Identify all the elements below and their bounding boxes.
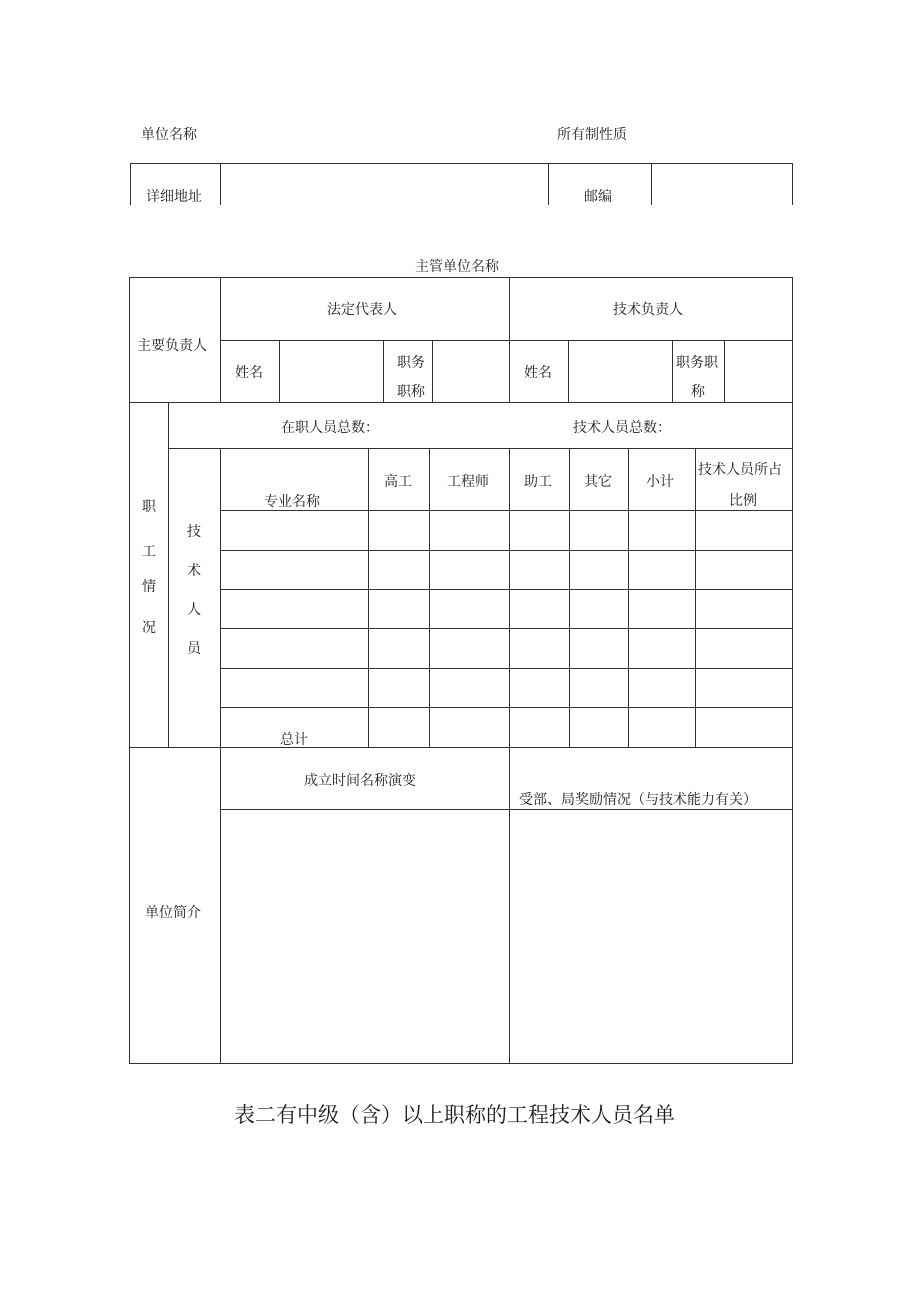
tech-char: 技	[187, 524, 201, 540]
tech-char: 术	[187, 563, 201, 579]
address-input[interactable]	[222, 166, 544, 202]
col-senior: 高工	[384, 474, 412, 490]
awards-label: 受部、局奖励情况（与技术能力有关）	[519, 792, 757, 808]
tech-lead-header: 技术负责人	[613, 302, 683, 318]
col-specialty: 专业名称	[264, 494, 320, 510]
address-label: 详细地址	[146, 189, 202, 205]
col-assistant: 助工	[524, 474, 552, 490]
col-engineer: 工程师	[447, 474, 489, 490]
leaders-section-label: 主要负责人	[137, 338, 207, 354]
tech-lead-title-label-b: 称	[691, 384, 705, 400]
col-subtotal: 小计	[646, 474, 674, 490]
legal-rep-name-input[interactable]	[281, 342, 381, 401]
footer-title: 表二有中级（含）以上职称的工程技术人员名单	[234, 1103, 675, 1127]
employees-total-label: 在职人员总数：	[281, 420, 379, 436]
tech-char: 员	[187, 641, 201, 657]
legal-rep-name-label: 姓名	[235, 365, 263, 381]
tech-total-label: 技术人员总数：	[573, 420, 671, 436]
postcode-input[interactable]	[653, 166, 789, 202]
awards-textarea[interactable]	[511, 811, 790, 1061]
supervisor-label: 主管单位名称	[415, 259, 499, 275]
history-textarea[interactable]	[222, 811, 507, 1061]
ownership-label: 所有制性质	[557, 127, 627, 143]
staff-char: 况	[142, 620, 156, 636]
postcode-label: 邮编	[584, 189, 612, 205]
history-label: 成立时间名称演变	[304, 773, 416, 789]
tech-lead-name-label: 姓名	[524, 365, 552, 381]
intro-section-label: 单位简介	[145, 905, 201, 921]
staff-char: 工	[142, 544, 156, 560]
col-other: 其它	[584, 474, 612, 490]
legal-rep-title-input[interactable]	[434, 342, 507, 401]
total-label: 总计	[280, 732, 308, 748]
unit-name-label: 单位名称	[141, 127, 197, 143]
legal-rep-title-label-b: 职称	[397, 384, 425, 400]
tech-lead-title-label-a: 职务职	[676, 355, 718, 371]
col-ratio-b: 比例	[729, 493, 757, 509]
legal-rep-header: 法定代表人	[327, 302, 397, 318]
col-ratio-a: 技术人员所占	[698, 462, 782, 478]
tech-char: 人	[187, 602, 201, 618]
staff-char: 职	[142, 499, 156, 515]
tech-lead-name-input[interactable]	[570, 342, 670, 401]
tech-lead-title-input[interactable]	[726, 342, 790, 401]
legal-rep-title-label-a: 职务	[397, 355, 425, 371]
staff-char: 情	[142, 579, 156, 595]
